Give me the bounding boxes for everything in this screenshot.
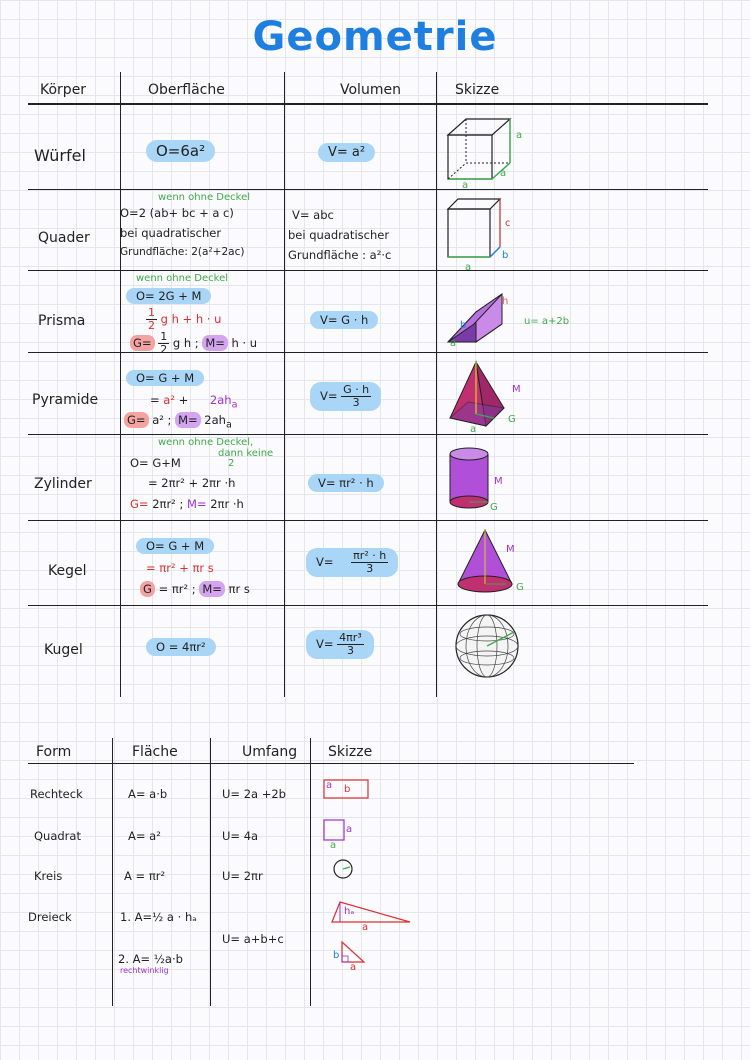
formula-zylinder-o2: = 2πr² + 2πr ·h (148, 476, 236, 490)
header-volumen: Volumen (340, 82, 401, 98)
prism-label-a: a (450, 338, 457, 349)
formula-quader-v3: Grundfläche : a²·c (288, 248, 392, 262)
label-kugel: Kugel (44, 642, 83, 658)
cylinder-label-m: M (494, 476, 503, 487)
formula-kegel-o3: G = πr² ; M= πr s (140, 582, 250, 596)
header-oberflaeche: Oberfläche (148, 82, 225, 98)
formula-quader-o2: bei quadratischer (120, 226, 222, 240)
formula-pyramide-o3: G= a² ; $M= 2ah_a$ (124, 413, 232, 430)
header-divider (28, 103, 708, 105)
row-divider (28, 270, 708, 271)
formula-rechteck-a: A= a·b (128, 787, 168, 801)
formula-prisma-o3: G= $\frac{1}{2}$ g h ; M= h · u (130, 331, 257, 356)
pyramid-label-a: a (470, 424, 477, 435)
note-zylinder-3: 2 (228, 458, 235, 469)
pyramid-sketch (446, 360, 516, 430)
square-label-a: a (346, 824, 353, 835)
cuboid-label-c: c (505, 218, 511, 229)
formula-dreieck-a1: 1. A=½ a · hₐ (120, 910, 197, 924)
label-rechteck: Rechteck (30, 787, 83, 801)
formula-quader-v1: V= abc (292, 208, 334, 222)
formula-quadrat-u: U= 4a (222, 829, 259, 843)
cube-label-a: a (500, 168, 507, 179)
shapes-header-divider (28, 763, 634, 764)
cube-sketch (446, 115, 526, 190)
formula-quadrat-a: A= a² (128, 829, 161, 843)
formula-kegel-o2: = πr² + πr s (146, 561, 214, 575)
formula-wuerfel-v: V= a² (318, 143, 375, 162)
row-divider (28, 434, 708, 435)
label-pyramide: Pyramide (32, 392, 99, 408)
right-triangle-label-b: b (333, 950, 340, 961)
cuboid-label-a: a (465, 262, 472, 273)
note-zylinder-1: wenn ohne Deckel, (158, 437, 254, 448)
formula-dreieck-u: U= a+b+c (222, 932, 284, 946)
square-label-a-bottom: a (330, 840, 337, 851)
formula-quader-v2: bei quadratischer (288, 228, 390, 242)
column-divider (120, 72, 121, 697)
label-prisma: Prisma (38, 313, 86, 329)
prism-label-b: b (460, 320, 467, 331)
cone-label-g: G (516, 582, 524, 593)
row-divider (28, 605, 708, 606)
formula-kreis-u: U= 2πr (222, 869, 263, 883)
pyramid-label-m: M (512, 384, 521, 395)
header-flaeche: Fläche (132, 744, 178, 760)
prism-side-note: u= a+2b (524, 316, 570, 327)
formula-zylinder-v: V= πr² · h (308, 474, 384, 492)
formula-kreis-a: A = πr² (124, 869, 166, 883)
formula-pyramide-o2: = $a^2 + 2ah_a$ (150, 393, 238, 411)
cube-label-a: a (516, 130, 523, 141)
formula-quader-o3: Grundfläche: 2(a²+2ac) (120, 246, 245, 258)
cone-sketch (456, 528, 516, 594)
label-zylinder: Zylinder (34, 476, 92, 492)
header-skizze: Skizze (455, 82, 500, 98)
formula-dreieck-a2: 2. A= ½a·b (118, 952, 183, 966)
page-title: Geometrie (252, 14, 498, 60)
header-skizze-2: Skizze (328, 744, 373, 760)
header-koerper: Körper (40, 82, 87, 98)
shapes-column-divider (210, 738, 211, 1006)
triangle-label-a: a (362, 922, 369, 933)
circle-sketch (332, 858, 356, 882)
formula-kugel-o: O = 4πr² (146, 638, 216, 656)
right-triangle-label-a: a (350, 962, 357, 973)
formula-kugel-v: V= $\frac{\text{4πr³}}{3}$ (306, 630, 374, 659)
label-dreieck: Dreieck (28, 910, 72, 924)
formula-quader-o1: O=2 (ab+ bc + a c) (120, 206, 234, 220)
label-quader: Quader (38, 230, 90, 246)
note-rechtwinklig: rechtwinklig (120, 966, 169, 975)
shapes-column-divider (310, 738, 311, 1006)
label-kegel: Kegel (48, 563, 87, 579)
formula-prisma-o1: O= 2G + M (126, 288, 211, 304)
row-divider (28, 520, 708, 521)
cube-label-a: a (462, 180, 469, 191)
note-quader: wenn ohne Deckel (158, 192, 251, 203)
note-zylinder-2: dann keine (218, 448, 274, 459)
formula-zylinder-o1: O= G+M (130, 456, 181, 470)
formula-zylinder-o3: G= 2πr² ; M= 2πr ·h (130, 497, 244, 511)
sphere-sketch (454, 612, 520, 680)
rectangle-label-b: b (344, 784, 351, 795)
cylinder-label-g: G (490, 502, 498, 513)
cuboid-label-b: b (502, 250, 509, 261)
formula-prisma-v: V= G · h (310, 311, 378, 329)
formula-pyramide-v: V= $\frac{G \cdot h}{3}$ (310, 382, 381, 411)
triangle-sketch (330, 900, 414, 928)
header-form: Form (36, 744, 72, 760)
formula-kegel-o1: O= G + M (136, 538, 214, 554)
label-kreis: Kreis (34, 869, 63, 883)
note-prisma: wenn ohne Deckel (136, 273, 229, 284)
triangle-label-h: hₐ (344, 906, 355, 917)
formula-pyramide-o1: O= G + M (126, 370, 204, 386)
rectangle-label-a: a (326, 780, 333, 791)
cone-label-m: M (506, 544, 515, 555)
formula-kegel-v: V= $\frac{\text{πr² · h}}{3}$ (306, 548, 398, 577)
prism-label-h: h (502, 296, 509, 307)
label-wuerfel: Würfel (34, 146, 86, 165)
column-divider (284, 72, 285, 697)
formula-prisma-o2: $\frac{1}{2}$ g h + h · u (148, 306, 222, 332)
row-divider (28, 189, 708, 190)
pyramid-label-g: G (508, 414, 516, 425)
formula-wuerfel-o: O=6a² (146, 140, 215, 162)
label-quadrat: Quadrat (34, 829, 81, 843)
shapes-column-divider (112, 738, 113, 1006)
column-divider (436, 72, 437, 697)
formula-rechteck-u: U= 2a +2b (222, 787, 286, 801)
header-umfang: Umfang (242, 744, 298, 760)
